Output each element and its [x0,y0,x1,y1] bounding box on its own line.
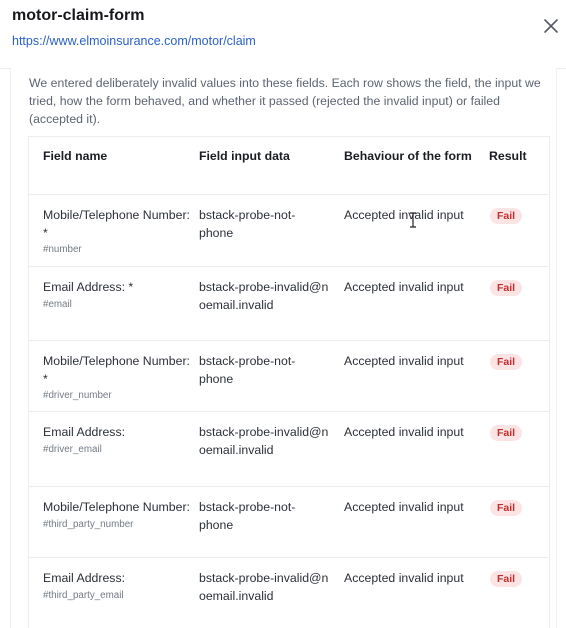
field-selector: #email [43,298,72,310]
result-cell [489,279,549,297]
behaviour-cell: Accepted invalid input [344,500,464,514]
behaviour-cell: Accepted invalid input [344,571,464,585]
field-selector: #driver_number [43,390,112,401]
table-row [29,487,549,558]
status-badge: Fail [490,208,522,224]
behaviour-cell: Accepted invalid input [344,208,464,222]
field-input-cell: bstack-probe-invalid@noemail.invalid [199,280,329,312]
form-url-link[interactable]: https://www.elmoinsurance.com/motor/claim [12,34,256,48]
field-label: Email Address: [43,571,126,585]
panel-content[interactable] [10,68,557,628]
result-cell [489,353,549,371]
column-header-result: Result [489,149,527,163]
table-description: We entered deliberately invalid values into these fields. Each row shows the field, the input we tried, how the form behaved, and whether it passed (rejected the invalid input) or failed (accepted it). [29,76,541,126]
field-name-cell [43,207,191,257]
result-cell [489,207,549,225]
behaviour-cell: Accepted invalid input [344,354,464,368]
field-label: Email Address: * [43,280,134,294]
behaviour-cell: Accepted invalid input [344,280,464,294]
status-badge: Fail [490,571,522,587]
field-name-cell [43,499,191,532]
status-badge: Fail [490,500,522,516]
field-name-cell [43,279,191,312]
field-selector: #third_party_number [43,518,134,530]
table-row [29,267,549,341]
table-row [29,195,549,267]
table-row [29,558,549,628]
field-name-cell [43,353,191,403]
field-label: Email Address: [43,425,126,439]
status-badge: Fail [490,425,522,441]
field-input-cell: bstack-probe-not-phone [199,500,296,532]
table-row [29,341,549,412]
table-row [29,412,549,487]
field-name-cell [43,570,191,603]
field-label: Mobile/Telephone Number: [43,500,190,514]
field-selector: #number [43,244,82,255]
field-input-cell: bstack-probe-not-phone [199,354,296,386]
result-cell [489,424,549,442]
close-icon[interactable] [541,16,561,36]
panel-header [0,0,566,69]
table-header-row [29,137,549,195]
field-input-cell: bstack-probe-invalid@noemail.invalid [199,425,329,457]
field-name-cell [43,424,191,457]
field-selector: #driver_email [43,443,102,455]
status-badge: Fail [490,280,522,296]
results-table [28,136,550,628]
column-header-field-name: Field name [43,149,108,163]
column-header-field-input: Field input data [199,149,290,163]
field-label: Mobile/Telephone Number: * [43,208,190,240]
result-cell [489,570,549,588]
field-input-cell: bstack-probe-not-phone [199,208,296,240]
status-badge: Fail [490,354,522,370]
field-selector: #third_party_email [43,589,124,601]
column-header-behaviour: Behaviour of the form [344,149,472,163]
form-title: motor-claim-form [12,7,145,24]
field-label: Mobile/Telephone Number: * [43,354,190,386]
field-input-cell: bstack-probe-invalid@noemail.invalid [199,571,329,603]
result-cell [489,499,549,517]
text-cursor-icon [408,212,418,228]
behaviour-cell: Accepted invalid input [344,425,464,439]
